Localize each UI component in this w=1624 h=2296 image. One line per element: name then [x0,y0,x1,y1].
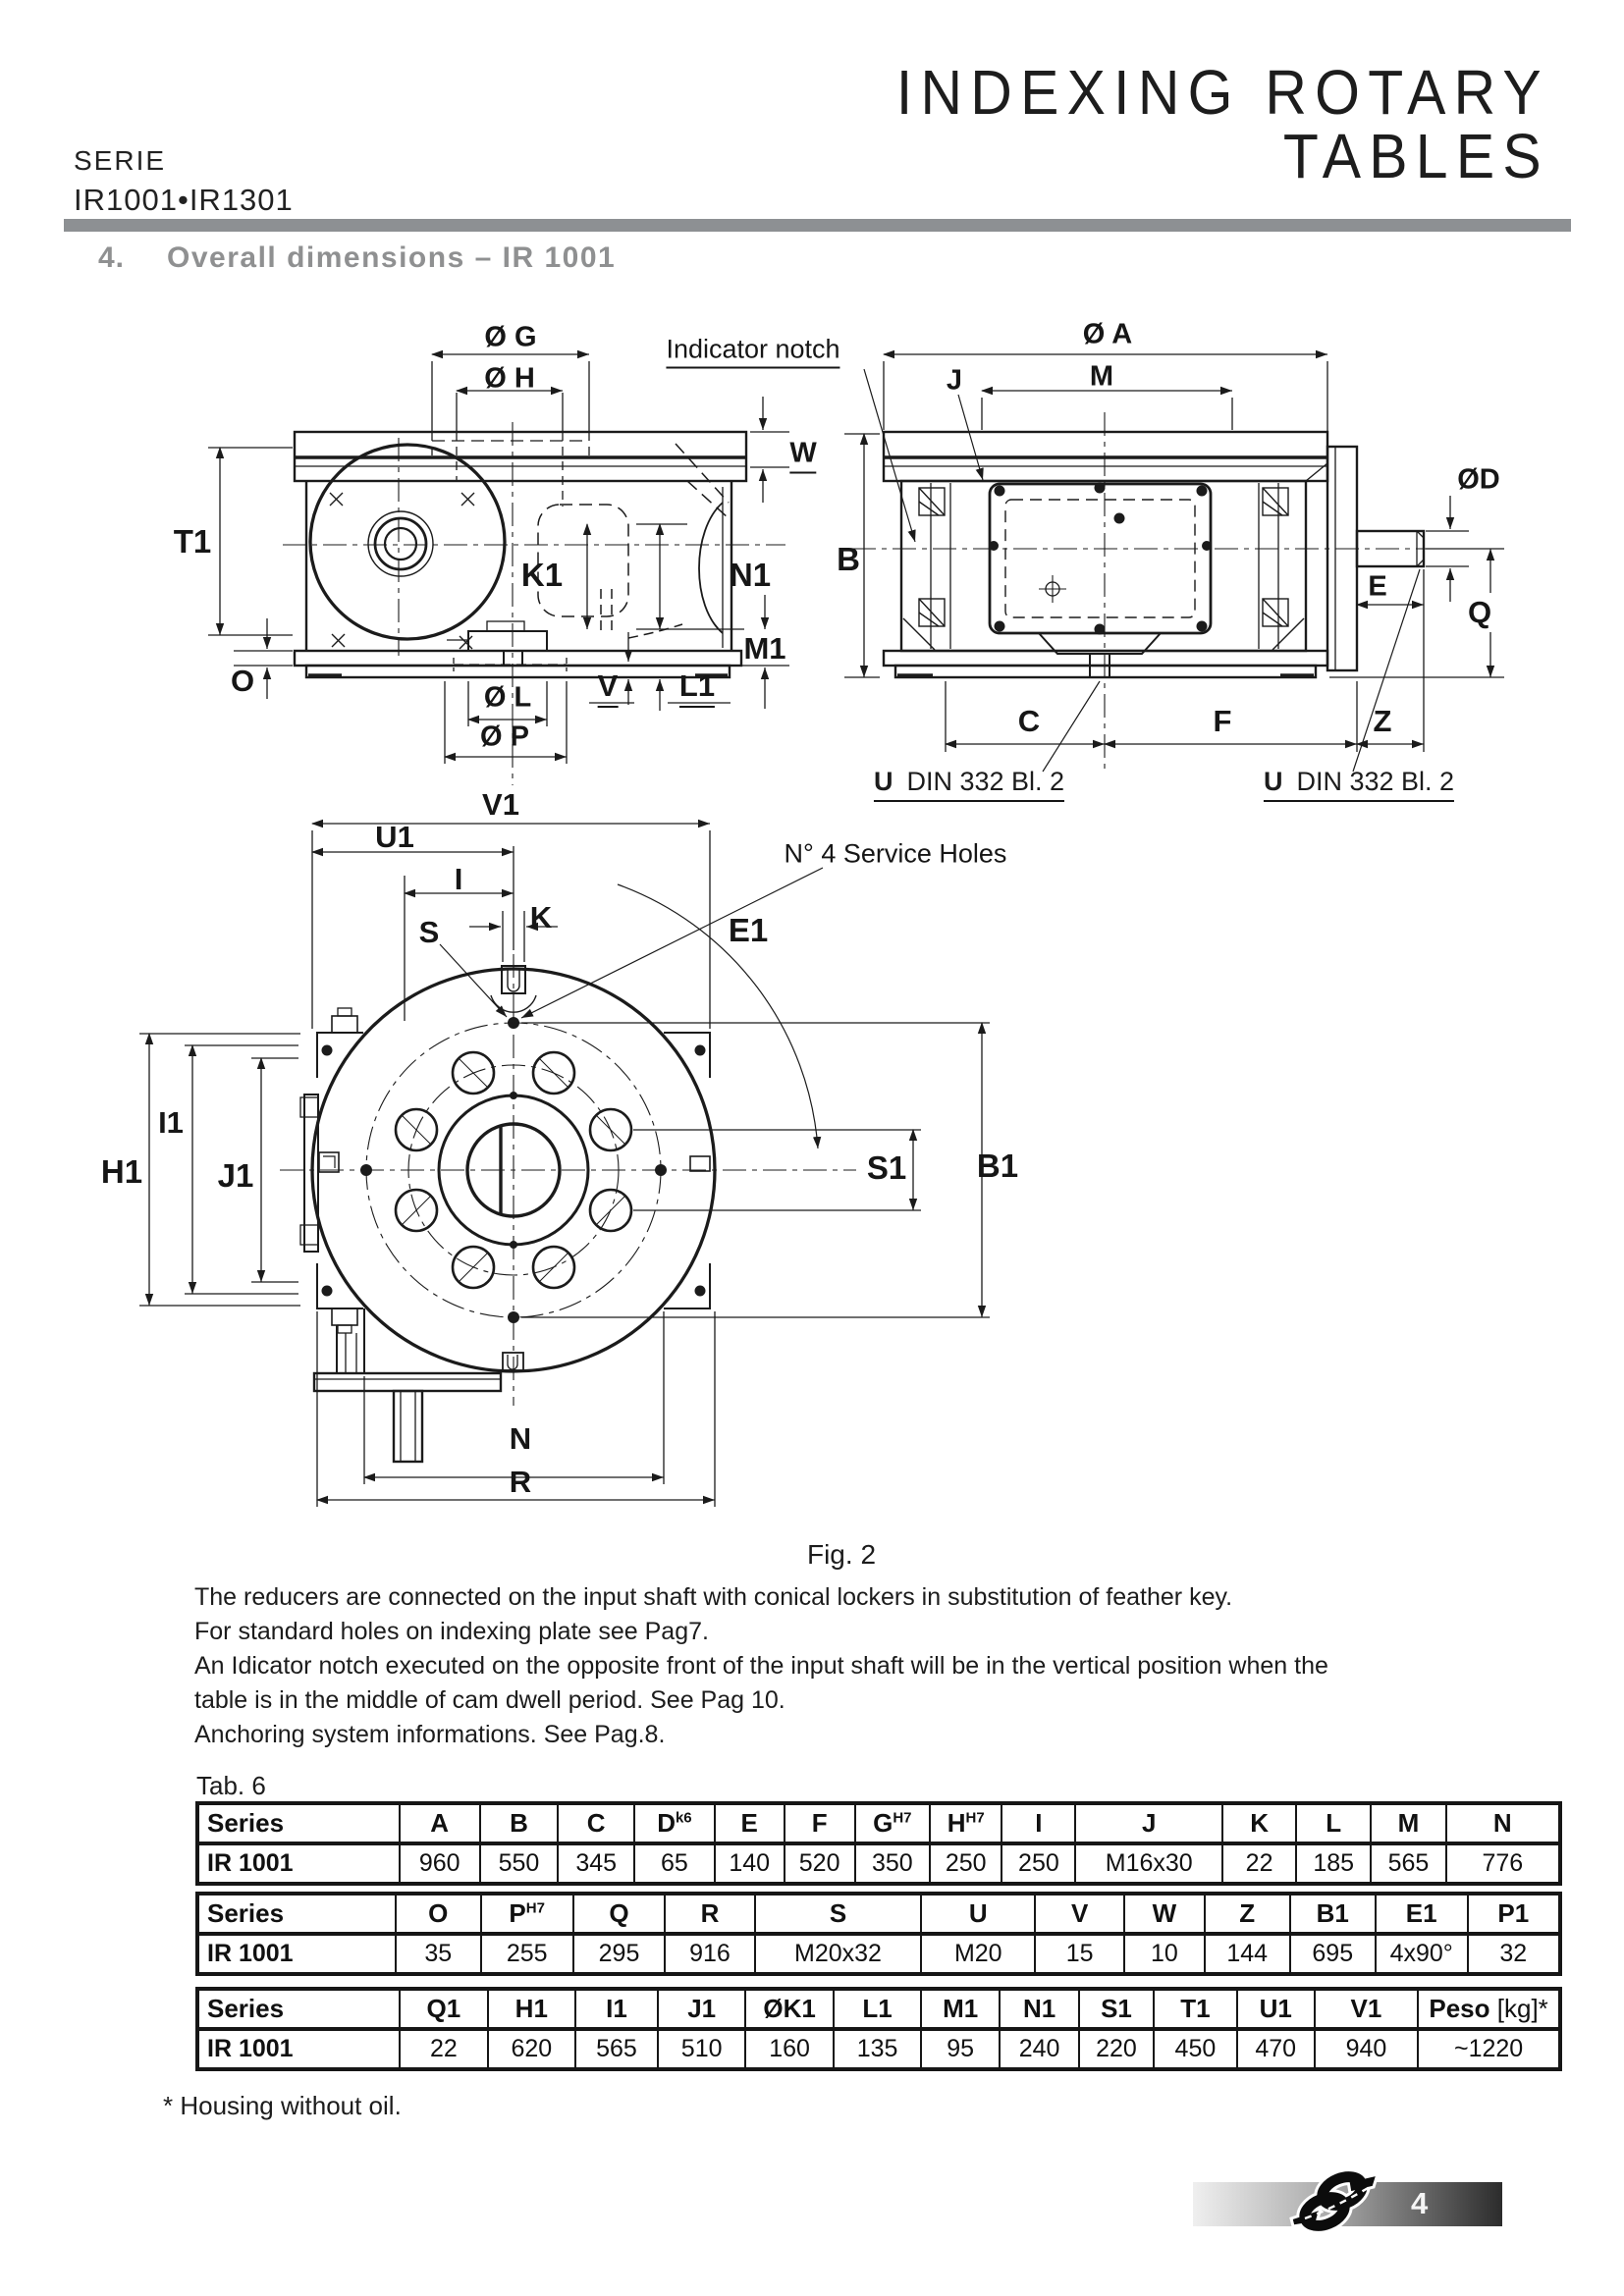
label-indicator-notch: Indicator notch [666,335,839,369]
value-cell: 940 [1315,2029,1418,2069]
value-cell: 10 [1124,1934,1205,1974]
note-line: For standard holes on indexing plate see Pag7. [194,1618,709,1645]
col-header: $G^{H7}$ [855,1804,930,1844]
value-cell: 520 [785,1843,855,1884]
col-header: L [1296,1804,1371,1844]
col-header: $P^{H7}$ [481,1895,573,1935]
dimension-table-1 [196,1802,1561,1885]
label-e: E [1368,570,1387,603]
label-o: O [230,664,255,698]
col-header: N1 [1000,1990,1078,2030]
label-dia-g: Ø G [484,321,537,353]
label-t1: T1 [173,523,212,560]
label-w: W [789,438,816,474]
data-row [198,1934,1560,1974]
value-cell: M16x30 [1075,1843,1222,1884]
label-service-holes: N° 4 Service Holes [784,838,1007,869]
col-header: P1 [1468,1895,1560,1935]
value-cell: 4x90° [1376,1934,1468,1974]
label-n: N [509,1421,532,1456]
value-cell: 350 [855,1843,930,1884]
col-header: H1 [488,1990,575,2030]
din-left-text: DIN 332 Bl. 2 [906,767,1065,796]
value-cell: 916 [665,1934,754,1974]
note-line: The reducers are connected on the input shaft with conical lockers in substitution of feather key. [194,1583,1233,1611]
value-cell: 695 [1290,1934,1376,1974]
col-header: Series [198,1895,396,1935]
data-row [198,2029,1560,2069]
col-header: V [1035,1895,1124,1935]
label-q: Q [1467,595,1492,629]
col-header: K [1222,1804,1296,1844]
value-cell: M20x32 [755,1934,922,1974]
col-header: B1 [1290,1895,1376,1935]
col-header: $H^{H7}$ [930,1804,1002,1844]
title-line-1: INDEXING ROTARY [895,57,1549,128]
value-cell: 960 [400,1843,480,1884]
label-u1-top: U1 [375,820,414,854]
col-header: Z [1205,1895,1290,1935]
col-header: E [715,1804,785,1844]
value-cell: 565 [1371,1843,1445,1884]
value-cell: 22 [400,2029,488,2069]
col-header: J [1075,1804,1222,1844]
col-header: U [921,1895,1035,1935]
label-l1-side: L1 [679,668,715,708]
series-models: IR1001•IR1301 [74,183,294,217]
col-header: W [1124,1895,1205,1935]
label-v: V [598,668,619,708]
label-j: J [946,364,963,397]
series-cell: IR 1001 [198,1843,400,1884]
col-header: R [665,1895,754,1935]
section-title: Overall dimensions – IR 1001 [167,241,617,274]
header-row [198,1804,1560,1844]
value-cell: 15 [1035,1934,1124,1974]
value-cell: 250 [1001,1843,1075,1884]
din-note-left [874,767,1064,802]
value-cell: 185 [1296,1843,1371,1884]
label-b1-top: B1 [976,1148,1019,1184]
header-row [198,1895,1560,1935]
col-header: U1 [1237,1990,1315,2030]
series-label: SERIE [74,145,167,176]
value-cell: 255 [481,1934,573,1974]
label-i: I [454,862,463,896]
value-cell: 144 [1205,1934,1290,1974]
notes-paragraph [194,1580,1328,1752]
label-b: B [837,541,860,577]
col-header: Q [573,1895,666,1935]
col-header: B [480,1804,559,1844]
col-header: Series [198,1804,400,1844]
col-header: N [1446,1804,1560,1844]
col-header: L1 [834,1990,921,2030]
col-header: F [785,1804,855,1844]
front-view [844,354,1504,774]
label-dia-p: Ø P [480,721,529,753]
label-z: Z [1373,704,1392,738]
title-line-2: TABLES [1282,121,1549,192]
label-dia-h: Ø H [484,362,535,395]
label-m: M [1089,360,1114,393]
label-m1-side: M1 [743,631,786,666]
label-k1: K1 [520,557,564,593]
label-i1-top: I1 [158,1105,184,1140]
value-cell: 240 [1000,2029,1078,2069]
din-note-right [1264,767,1454,802]
col-header: O [396,1895,481,1935]
label-h1-top: H1 [100,1153,143,1190]
side-view [208,354,915,785]
value-cell: 776 [1446,1843,1560,1884]
value-cell: 510 [658,2029,745,2069]
label-j1-top: J1 [217,1157,254,1194]
page-number: 4 [1411,2186,1429,2220]
col-header: E1 [1376,1895,1468,1935]
col-header: C [558,1804,634,1844]
figure-caption: Fig. 2 [806,1539,877,1570]
col-header: S1 [1079,1990,1154,2030]
col-header: M [1371,1804,1445,1844]
col-header: Peso [kg]* [1418,1990,1559,2030]
value-cell: 95 [921,2029,1000,2069]
col-header: A [400,1804,480,1844]
value-cell: ~1220 [1418,2029,1559,2069]
col-header: V1 [1315,1990,1418,2030]
label-dia-d: ØD [1457,463,1500,496]
header-row [198,1990,1560,2030]
label-dia-a: Ø A [1082,318,1133,350]
value-cell: 220 [1079,2029,1154,2069]
table-footnote: * Housing without oil. [163,2091,402,2120]
data-row [198,1843,1560,1884]
value-cell: 345 [558,1843,634,1884]
label-k: K [529,900,553,934]
din-right-text: DIN 332 Bl. 2 [1296,767,1455,796]
section-number: 4. [98,241,126,274]
value-cell: 450 [1154,2029,1237,2069]
col-header: $D^{k6}$ [634,1804,715,1844]
value-cell: 565 [575,2029,659,2069]
value-cell: 470 [1237,2029,1315,2069]
top-view [139,824,990,1507]
footer-bar [1193,2182,1502,2226]
value-cell: 65 [634,1843,715,1884]
dimension-table-2 [196,1893,1561,1975]
table-caption: Tab. 6 [196,1771,266,1800]
note-line: An Idicator notch executed on the opposite front of the input shaft will be in the vertical position when the [194,1652,1328,1680]
value-cell: 135 [834,2029,921,2069]
label-c: C [1017,704,1041,738]
col-header: ØK1 [745,1990,834,2030]
ribbon-knot-logo [1283,2163,1385,2240]
dimension-table-3 [196,1988,1561,2070]
note-line: Anchoring system informations. See Pag.8. [194,1721,666,1748]
label-r: R [509,1465,532,1499]
value-cell: 32 [1468,1934,1560,1974]
din-left-u: U [873,767,893,796]
col-header: Series [198,1990,400,2030]
value-cell: 22 [1222,1843,1296,1884]
label-v1-top: V1 [482,787,519,822]
col-header: Q1 [400,1990,488,2030]
col-header: S [755,1895,922,1935]
value-cell: 620 [488,2029,575,2069]
col-header: J1 [658,1990,745,2030]
col-header: I1 [575,1990,659,2030]
col-header: M1 [921,1990,1000,2030]
value-cell: M20 [921,1934,1035,1974]
value-cell: 550 [480,1843,559,1884]
label-dia-l: Ø L [483,681,532,714]
label-s1-top: S1 [866,1149,907,1186]
value-cell: 295 [573,1934,666,1974]
label-f: F [1213,704,1232,738]
label-e1-top: E1 [728,912,769,948]
value-cell: 160 [745,2029,834,2069]
value-cell: 140 [715,1843,785,1884]
col-header: T1 [1154,1990,1237,2030]
value-cell: 250 [930,1843,1002,1884]
series-cell: IR 1001 [198,1934,396,1974]
label-n1-side: N1 [729,557,772,593]
din-right-u: U [1263,767,1283,796]
note-line: table is in the middle of cam dwell period. See Pag 10. [194,1686,785,1714]
value-cell: 35 [396,1934,481,1974]
col-header: I [1001,1804,1075,1844]
label-s: S [418,915,440,949]
series-cell: IR 1001 [198,2029,400,2069]
